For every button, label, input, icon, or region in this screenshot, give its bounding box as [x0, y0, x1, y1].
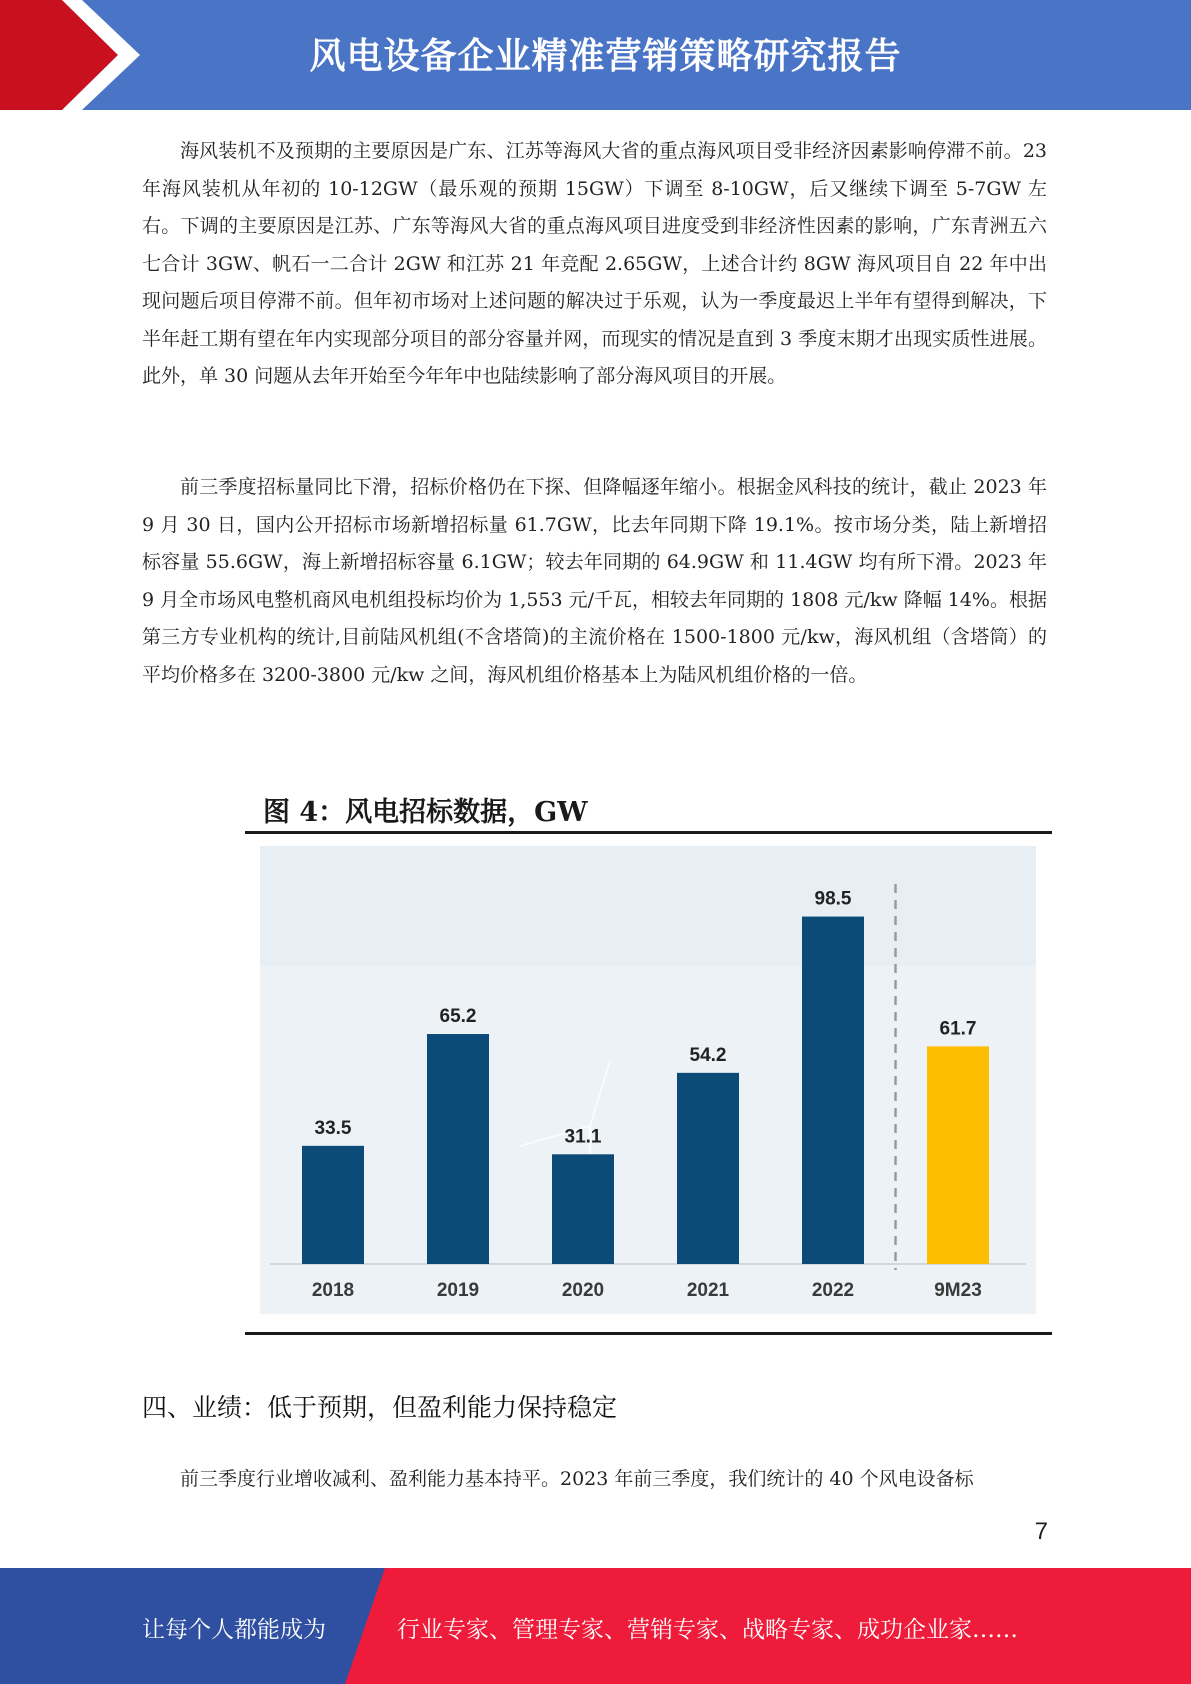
data-label-2022: 98.5 — [814, 888, 852, 910]
bar-2019 — [427, 1034, 489, 1264]
bar-2020 — [552, 1154, 614, 1264]
page-number: 7 — [1034, 1518, 1048, 1545]
x-tick-label-2020: 2020 — [561, 1280, 605, 1301]
x-tick-label-2022: 2022 — [811, 1280, 855, 1301]
bar-chart — [260, 846, 1036, 1314]
data-label-2020: 31.1 — [564, 1126, 602, 1148]
data-label-2018: 33.5 — [314, 1117, 352, 1139]
footer-slogan-right: 行业专家、管理专家、营销专家、战略专家、成功企业家…… — [397, 1617, 1018, 1643]
bar-2022 — [802, 917, 864, 1264]
report-title: 风电设备企业精准营销策略研究报告 — [309, 36, 902, 77]
data-label-9M23: 61.7 — [939, 1018, 977, 1040]
bar-9M23 — [927, 1046, 989, 1264]
bar-2018 — [302, 1146, 364, 1264]
figure-bottom-rule — [245, 1332, 1052, 1335]
body-paragraph-1: 海风装机不及预期的主要原因是广东、江苏等海风大省的重点海风项目受非经济因素影响停滞不前。23 年海风装机从年初的 10-12GW（最乐观的预期 15GW）下调至 8-10GW，后又继续下调至 5-7GW 左右。下调的主要原因是江苏、广东等海风大省的重点海风项目进度受到非经济性因素的影响，广东青洲五六七合计 3GW、帆石一二合计 2GW 和江苏 21 年竞配 2.65GW，上述合计约 8GW 海风项目自 22 年中出现问题后项目停滞不前。但年初市场对上述问题的解决过于乐观，认为一季度最迟上半年有望得到解决，下半年赶工期有望在年内实现部分项目的部分容量并网，而现实的情况是直到 3 季度末期才出现实质性进展。此外，单 30 问题从去年开始至今年年中也陆续影响了部分海风项目的开展。 — [142, 140, 1047, 387]
x-tick-label-9M23: 9M23 — [934, 1280, 982, 1301]
chart-background-sky — [260, 846, 1036, 966]
data-label-2021: 54.2 — [689, 1044, 727, 1066]
page-footer — [0, 1568, 1191, 1684]
bar-chart-svg — [260, 846, 1036, 1314]
x-tick-label-2018: 2018 — [311, 1280, 355, 1301]
figure-top-rule — [245, 831, 1052, 834]
figure-title: 图 4：风电招标数据，GW — [263, 797, 588, 828]
body-paragraph-3: 前三季度行业增收减利、盈利能力基本持平。2023 年前三季度，我们统计的 40 个风电设备标 — [180, 1468, 974, 1490]
x-tick-label-2021: 2021 — [686, 1280, 730, 1301]
figure-4 — [245, 778, 1052, 1338]
data-label-2019: 65.2 — [439, 1006, 477, 1028]
body-paragraph-2: 前三季度招标量同比下滑，招标价格仍在下探、但降幅逐年缩小。根据金风科技的统计，截止 2023 年 9 月 30 日，国内公开招标市场新增招标量 61.7GW，比去年同期下降 19.1%。按市场分类，陆上新增招标容量 55.6GW，海上新增招标容量 6.1GW；较去年同期的 64.9GW 和 11.4GW 均有所下滑。2023 年 9 月全市场风电整机商风电机组投标均价为 1,553 元/千瓦，相较去年同期的 1808 元/kw 降幅 14%。根据第三方专业机构的统计,目前陆风机组(不含塔筒)的主流价格在 1500-1800 元/kw，海风机组（含塔筒）的平均价格多在 3200-3800 元/kw 之间，海风机组价格基本上为陆风机组价格的一倍。 — [142, 476, 1047, 686]
page-header — [0, 0, 1191, 110]
section-heading: 四、业绩：低于预期，但盈利能力保持稳定 — [142, 1393, 618, 1422]
bar-2021 — [677, 1073, 739, 1264]
footer-slogan-left: 让每个人都能成为 — [142, 1617, 326, 1643]
x-tick-label-2019: 2019 — [436, 1280, 480, 1301]
